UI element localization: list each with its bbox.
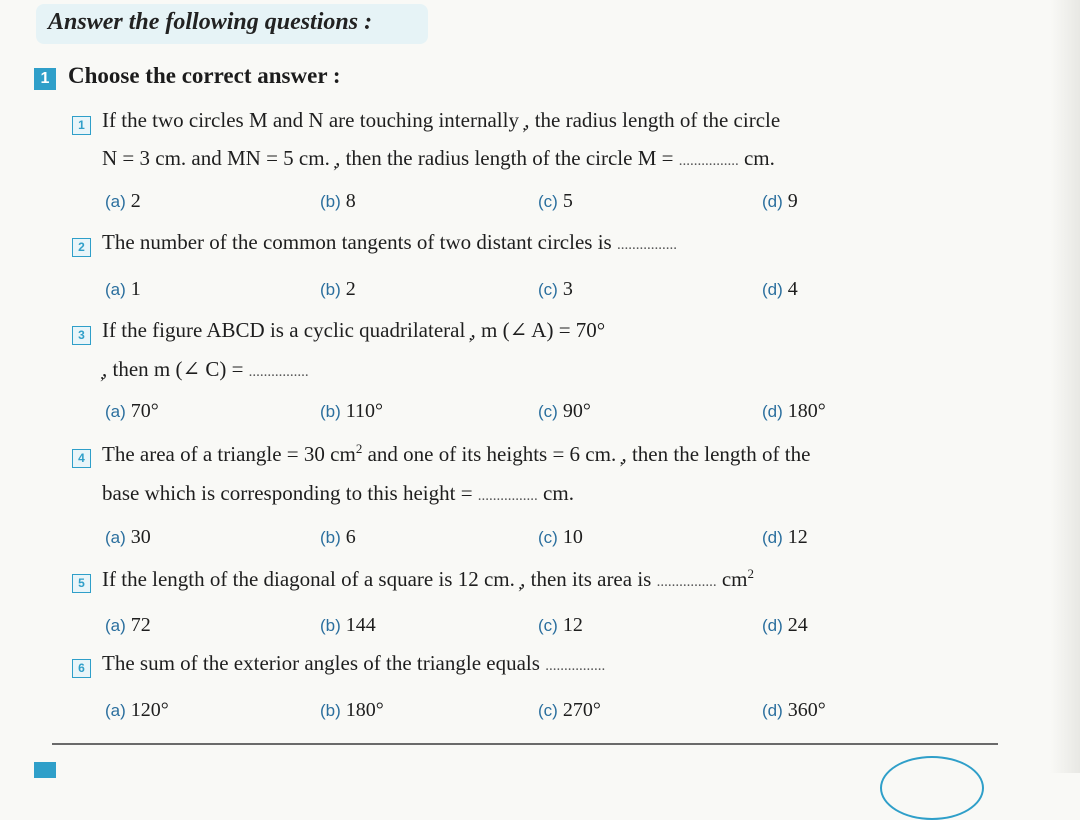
- figure-circle-fragment: [880, 756, 984, 820]
- question-number-badge: 3: [72, 326, 91, 345]
- option-c[interactable]: (c) 3: [538, 278, 573, 300]
- option-b[interactable]: (b) 6: [320, 526, 356, 548]
- question-text: The sum of the exterior angles of the triangle equals ................: [102, 651, 606, 675]
- question-text: The number of the common tangents of two distant circles is ................: [102, 230, 677, 254]
- option-c[interactable]: (c) 90°: [538, 400, 591, 422]
- option-c[interactable]: (c) 12: [538, 614, 583, 636]
- option-a[interactable]: (a) 120°: [105, 699, 169, 721]
- question-number-badge: 4: [72, 449, 91, 468]
- option-a[interactable]: (a) 72: [105, 614, 151, 636]
- question-text: If the two circles M and N are touching internally ̦, the radius length of the circle: [102, 108, 781, 132]
- answer-blank: ................: [248, 364, 309, 380]
- question-text: base which is corresponding to this height = ................ cm.: [102, 481, 574, 505]
- option-a[interactable]: (a) 2: [105, 190, 141, 212]
- answer-blank: ................: [656, 574, 717, 590]
- option-b[interactable]: (b) 2: [320, 278, 356, 300]
- section-number-badge: 1: [34, 68, 56, 90]
- question-text: If the figure ABCD is a cyclic quadrilateral ̦, m (∠ A) = 70°: [102, 318, 606, 342]
- option-b[interactable]: (b) 180°: [320, 699, 384, 721]
- page-title: Answer the following questions :: [48, 9, 373, 35]
- question-text: ̦, then m (∠ C) = ................: [102, 357, 309, 381]
- divider: [52, 743, 998, 745]
- option-b[interactable]: (b) 110°: [320, 400, 384, 422]
- question-number-badge: 1: [72, 116, 91, 135]
- question-number-badge: 5: [72, 574, 91, 593]
- answer-blank: ................: [616, 237, 677, 253]
- option-c[interactable]: (c) 10: [538, 526, 583, 548]
- page-edge-shadow: [1050, 0, 1080, 773]
- option-d[interactable]: (d) 180°: [762, 400, 826, 422]
- option-a[interactable]: (a) 1: [105, 278, 141, 300]
- section-title: Choose the correct answer :: [68, 63, 341, 88]
- option-c[interactable]: (c) 270°: [538, 699, 601, 721]
- answer-blank: ................: [678, 153, 739, 169]
- option-d[interactable]: (d) 12: [762, 526, 808, 548]
- next-section-badge: [34, 762, 56, 778]
- answer-blank: ................: [545, 658, 606, 674]
- question-text: N = 3 cm. and MN = 5 cm. ̦, then the radius length of the circle M = ................ cm.: [102, 146, 775, 170]
- question-number-badge: 6: [72, 659, 91, 678]
- question-number-badge: 2: [72, 238, 91, 257]
- option-a[interactable]: (a) 70°: [105, 400, 159, 422]
- option-d[interactable]: (d) 4: [762, 278, 798, 300]
- option-a[interactable]: (a) 30: [105, 526, 151, 548]
- option-d[interactable]: (d) 360°: [762, 699, 826, 721]
- answer-blank: ................: [477, 488, 538, 504]
- option-d[interactable]: (d) 9: [762, 190, 798, 212]
- option-b[interactable]: (b) 144: [320, 614, 376, 636]
- question-text: If the length of the diagonal of a square is 12 cm. ̦, then its area is ................ $cm^2$: [102, 566, 754, 591]
- option-d[interactable]: (d) 24: [762, 614, 808, 636]
- option-c[interactable]: (c) 5: [538, 190, 573, 212]
- question-text: The area of a triangle = 30 $cm^2$ and one of its heights = 6 cm. ̦, then the length of the: [102, 441, 811, 466]
- option-b[interactable]: (b) 8: [320, 190, 356, 212]
